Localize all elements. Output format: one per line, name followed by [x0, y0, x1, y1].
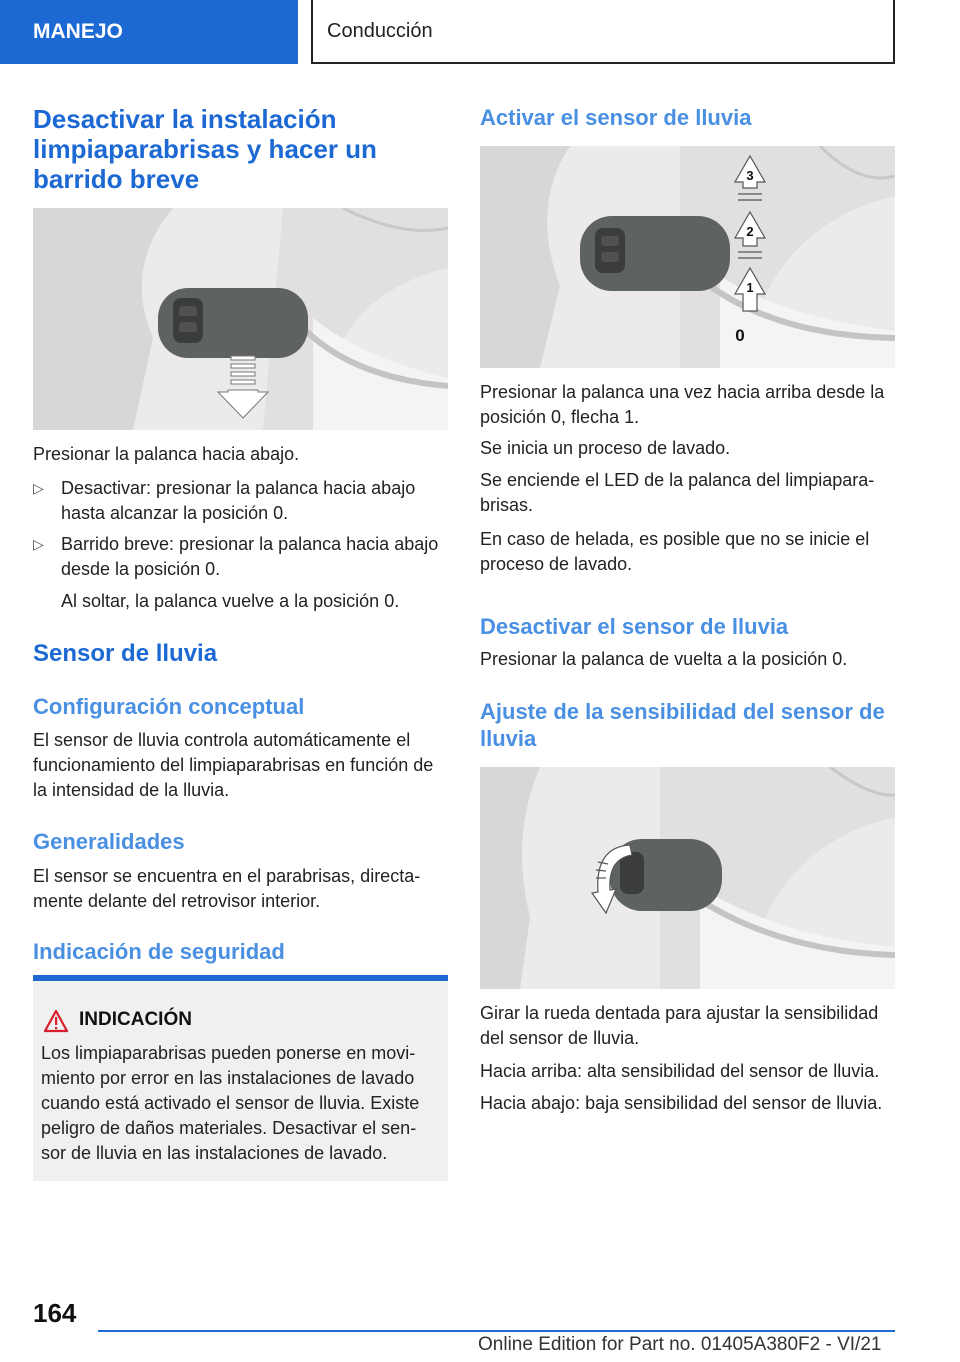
- fig-label-0: 0: [735, 326, 745, 345]
- figure-lever-up: [480, 146, 895, 368]
- section-label: MANEJO: [33, 20, 123, 43]
- heading-activate-sensor: Activar el sensor de lluvia: [480, 105, 752, 130]
- text-release-note: Al soltar, la palanca vuelve a la posición 0.: [61, 591, 400, 611]
- fig-label-2: 2: [746, 224, 754, 239]
- chapter-label: Conducción: [327, 19, 433, 42]
- triangle-bullet-icon: ▷: [33, 536, 44, 552]
- text-sensitivity-down: Hacia abajo: baja sensibilidad del sensor de lluvia.: [480, 1093, 883, 1113]
- text-press-down: Presionar la palanca hacia abajo.: [33, 444, 300, 464]
- footer-divider: [98, 1330, 895, 1332]
- notice-box: [33, 975, 448, 1181]
- heading-rain-sensor: Sensor de lluvia: [33, 640, 218, 667]
- text-activate-3: Se enciende el LED de la palanca del limpiapara-brisas.: [480, 470, 875, 515]
- figure-lever-down: [33, 208, 448, 430]
- text-activate-1: Presionar la palanca una vez hacia arriba desde la posición 0, flecha 1.: [480, 382, 885, 427]
- triangle-bullet-icon: ▷: [33, 480, 44, 496]
- text-sensitivity-1: Girar la rueda dentada para ajustar la sensibilidad del sensor de lluvia.: [480, 1003, 879, 1048]
- heading-general: Generalidades: [33, 829, 185, 854]
- text-activate-2: Se inicia un proceso de lavado.: [480, 438, 731, 458]
- text-deactivate-sensor: Presionar la palanca de vuelta a la posición 0.: [480, 649, 848, 669]
- text-concept: El sensor de lluvia controla automáticamente el funcionamiento del limpiaparabrisas en función de la intensidad de la lluvia.: [33, 730, 434, 800]
- page-number: 164: [33, 1298, 77, 1328]
- bullet-deactivate-text: Desactivar: presionar la palanca hacia abajo hasta alcanzar la posición 0.: [61, 478, 416, 523]
- thumbwheel-illustration: [480, 767, 895, 989]
- heading-safety: Indicación de seguridad: [33, 939, 285, 964]
- lever-up-illustration: [480, 146, 895, 368]
- bullet-deactivate: [33, 476, 446, 526]
- chapter-header: [311, 0, 895, 64]
- heading-deactivate-sensor: Desactivar el sensor de lluvia: [480, 614, 789, 639]
- figure-thumbwheel: [480, 767, 895, 989]
- fig-label-1: 1: [746, 280, 754, 295]
- section-tab: [0, 0, 298, 64]
- bullet-short-wipe-text: Barrido breve: presionar la palanca hacia abajo desde la posición 0.: [61, 534, 439, 579]
- text-sensitivity-up: Hacia arriba: alta sensibilidad del sensor de lluvia.: [480, 1061, 880, 1081]
- text-general: El sensor se encuentra en el parabrisas, directa-mente delante del retrovisor interior.: [33, 866, 421, 911]
- edition-note: Online Edition for Part no. 01405A380F2 - VI/21: [478, 1334, 882, 1355]
- warning-icon: [43, 1009, 69, 1038]
- heading-sensitivity: Ajuste de la sensibilidad del sensor de lluvia: [480, 699, 885, 751]
- heading-concept: Configuración conceptual: [33, 694, 305, 719]
- notice-title: INDICACIÓN: [79, 1009, 192, 1030]
- bullet-short-wipe: [33, 532, 446, 582]
- heading-deactivate-wipers: Desactivar la instalación limpiaparabrisas y hacer un barrido breve: [33, 104, 377, 194]
- text-activate-4: En caso de helada, es posible que no se inicie el proceso de lavado.: [480, 529, 870, 574]
- fig-label-3: 3: [746, 168, 754, 183]
- lever-down-illustration: [33, 208, 448, 430]
- notice-text: Los limpiaparabrisas pueden ponerse en movi-miento por error en las instalaciones de lavado cuando está activado el sensor de lluvia. Existe peligro de daños materiales. Desactivar el sen-sor de lluvia en las instalaciones de lavado.: [41, 1043, 420, 1163]
